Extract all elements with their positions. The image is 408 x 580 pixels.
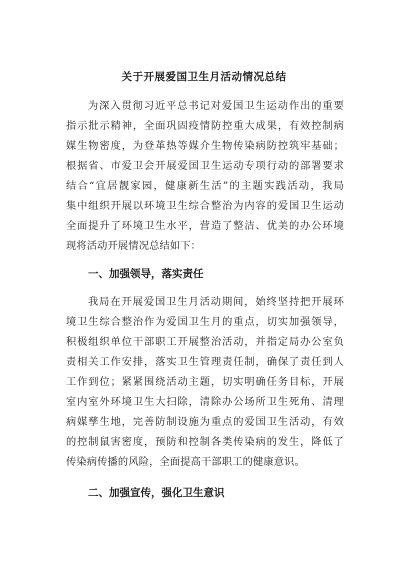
intro-line: 根据省、市爱卫会开展爱国卫生运动专项行动的部署要求 (66, 161, 344, 172)
section1-line: 传染病传播的风险，全面提高干部职工的健康意识。 (66, 457, 305, 468)
section1-line: 室内室外环境卫生大扫除，清除办公场所卫生死角、清理 (66, 397, 344, 408)
section1-line: 工作到位；紧紧围绕活动主题，切实明确任务目标，开展 (66, 377, 344, 388)
intro-line: 现将活动开展情况总结如下： (66, 241, 202, 252)
intro-line: 为深入贯彻习近平总书记对爱国卫生运动作出的重要 (88, 101, 344, 112)
intro-line: 集中组织开展以环境卫生综合整治为内容的爱国卫生运动 (66, 201, 344, 212)
section-heading-1: 一、加强领导，落实责任 (88, 268, 204, 280)
intro-line: 媒生物密度，为登革热等媒介生物传染病防控筑牢基础； (66, 141, 344, 152)
intro-line: 指示批示精神，全面巩固疫情防控重大成果，有效控制病 (66, 121, 344, 132)
section1-line: 积极组织单位干部职工开展整治活动，并指定局办公室负 (66, 337, 344, 348)
section1-line: 我局在开展爱国卫生月活动期间，始终坚持把开展环 (88, 297, 344, 308)
document-title: 关于开展爱国卫生月活动情况总结 (121, 71, 287, 83)
section-heading-2: 二、加强宣传，强化卫生意识 (88, 487, 225, 499)
section1-line: 的控制鼠害密度，预防和控制各类传染病的发生，降低了 (66, 437, 344, 448)
section1-line: 病媒孳生地，完善防制设施为重点的爱国卫生活动，有效 (66, 417, 344, 428)
intro-line: 全面提升了环境卫生水平，营造了整洁、优美的办公环境 (66, 221, 344, 232)
intro-line: 结合“宜居靓家园，健康新生活”的主题实践活动，我局 (66, 181, 344, 192)
section1-line: 境卫生综合整治作为爱国卫生月的重点，切实加强领导， (66, 317, 344, 328)
section1-line: 责相关工作安排，落实卫生管理责任制，确保了责任到人 (66, 357, 344, 368)
